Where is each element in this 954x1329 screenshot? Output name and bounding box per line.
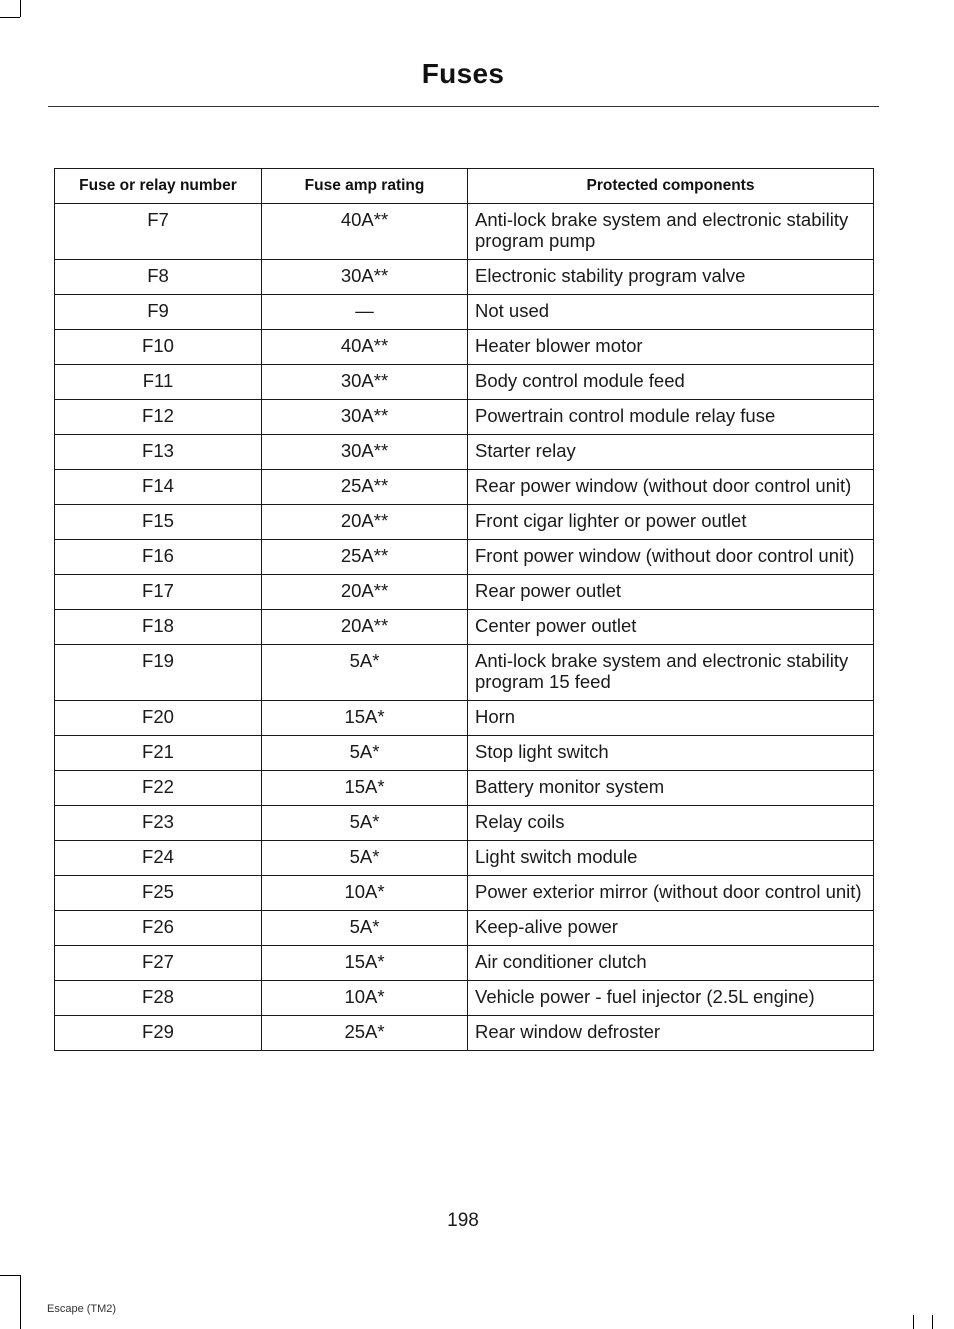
fuse-number-cell: F19	[55, 645, 262, 701]
table-row	[55, 806, 874, 841]
fuse-number-cell: F17	[55, 575, 262, 610]
amp-rating-cell: 25A*	[262, 1016, 468, 1051]
header-fuse-number: Fuse or relay number	[55, 169, 262, 204]
amp-rating-cell: 5A*	[262, 645, 468, 701]
amp-rating-cell: 10A*	[262, 981, 468, 1016]
protected-components-cell: Air conditioner clutch	[468, 946, 874, 981]
crop-mark-bottom-left-horizontal	[0, 1275, 20, 1276]
crop-mark-top-left-horizontal	[0, 17, 20, 18]
table-row	[55, 400, 874, 435]
table-row	[55, 981, 874, 1016]
fuse-number-cell: F7	[55, 204, 262, 260]
table-row	[55, 610, 874, 645]
amp-rating-cell: 40A**	[262, 204, 468, 260]
table-row	[55, 435, 874, 470]
protected-components-cell: Not used	[468, 295, 874, 330]
table-row	[55, 876, 874, 911]
amp-rating-cell: 20A**	[262, 610, 468, 645]
table-row	[55, 295, 874, 330]
footer-model-label: Escape (TM2)	[47, 1303, 117, 1315]
table-row	[55, 575, 874, 610]
protected-components-cell: Vehicle power - fuel injector (2.5L engine)	[468, 981, 874, 1016]
protected-components-cell: Anti-lock brake system and electronic stability program 15 feed	[468, 645, 874, 701]
fuse-number-cell: F13	[55, 435, 262, 470]
fuse-number-cell: F29	[55, 1016, 262, 1051]
table-row	[55, 946, 874, 981]
fuse-number-cell: F28	[55, 981, 262, 1016]
amp-rating-cell: 40A**	[262, 330, 468, 365]
protected-components-cell: Powertrain control module relay fuse	[468, 400, 874, 435]
protected-components-cell: Stop light switch	[468, 736, 874, 771]
protected-components-cell: Rear power outlet	[468, 575, 874, 610]
table-row	[55, 841, 874, 876]
table-row	[55, 701, 874, 736]
amp-rating-cell: 30A**	[262, 435, 468, 470]
fuse-number-cell: F25	[55, 876, 262, 911]
fuse-number-cell: F11	[55, 365, 262, 400]
protected-components-cell: Front power window (without door control unit)	[468, 540, 874, 575]
fuse-number-cell: F26	[55, 911, 262, 946]
amp-rating-cell: 25A**	[262, 470, 468, 505]
fuse-number-cell: F21	[55, 736, 262, 771]
protected-components-cell: Power exterior mirror (without door control unit)	[468, 876, 874, 911]
fuse-table	[54, 168, 874, 1051]
amp-rating-cell: 15A*	[262, 946, 468, 981]
amp-rating-cell: 15A*	[262, 771, 468, 806]
amp-rating-cell: 20A**	[262, 575, 468, 610]
page-number: 198	[447, 1210, 479, 1231]
table-row	[55, 1016, 874, 1051]
protected-components-cell: Body control module feed	[468, 365, 874, 400]
protected-components-cell: Keep-alive power	[468, 911, 874, 946]
amp-rating-cell: —	[262, 295, 468, 330]
amp-rating-cell: 5A*	[262, 736, 468, 771]
header-amp-rating: Fuse amp rating	[262, 169, 468, 204]
amp-rating-cell: 5A*	[262, 841, 468, 876]
fuse-number-cell: F15	[55, 505, 262, 540]
protected-components-cell: Rear power window (without door control unit)	[468, 470, 874, 505]
protected-components-cell: Front cigar lighter or power outlet	[468, 505, 874, 540]
table-row	[55, 645, 874, 701]
protected-components-cell: Relay coils	[468, 806, 874, 841]
fuse-number-cell: F27	[55, 946, 262, 981]
table-row	[55, 911, 874, 946]
fuse-number-cell: F22	[55, 771, 262, 806]
table-row	[55, 260, 874, 295]
protected-components-cell: Heater blower motor	[468, 330, 874, 365]
amp-rating-cell: 15A*	[262, 701, 468, 736]
amp-rating-cell: 5A*	[262, 806, 468, 841]
fuse-number-cell: F8	[55, 260, 262, 295]
amp-rating-cell: 5A*	[262, 911, 468, 946]
table-row	[55, 330, 874, 365]
fuse-number-cell: F16	[55, 540, 262, 575]
page-title: Fuses	[421, 58, 505, 89]
protected-components-cell: Starter relay	[468, 435, 874, 470]
table-row	[55, 505, 874, 540]
table-row	[55, 204, 874, 260]
fuse-number-cell: F10	[55, 330, 262, 365]
fuse-number-cell: F9	[55, 295, 262, 330]
amp-rating-cell: 30A**	[262, 365, 468, 400]
protected-components-cell: Battery monitor system	[468, 771, 874, 806]
protected-components-cell: Anti-lock brake system and electronic stability program pump	[468, 204, 874, 260]
protected-components-cell: Light switch module	[468, 841, 874, 876]
fuse-number-cell: F24	[55, 841, 262, 876]
protected-components-cell: Electronic stability program valve	[468, 260, 874, 295]
fuse-number-cell: F20	[55, 701, 262, 736]
amp-rating-cell: 25A**	[262, 540, 468, 575]
table-row	[55, 736, 874, 771]
amp-rating-cell: 20A**	[262, 505, 468, 540]
amp-rating-cell: 30A**	[262, 400, 468, 435]
table-row	[55, 540, 874, 575]
crop-mark-top-left-vertical	[20, 0, 21, 17]
title-divider	[48, 106, 879, 107]
protected-components-cell: Center power outlet	[468, 610, 874, 645]
header-protected-components: Protected components	[468, 169, 874, 204]
fuse-number-cell: F18	[55, 610, 262, 645]
table-row	[55, 470, 874, 505]
amp-rating-cell: 10A*	[262, 876, 468, 911]
amp-rating-cell: 30A**	[262, 260, 468, 295]
protected-components-cell: Horn	[468, 701, 874, 736]
table-header-row	[55, 169, 874, 204]
protected-components-cell: Rear window defroster	[468, 1016, 874, 1051]
table-body	[55, 204, 874, 1051]
crop-mark-bottom-left-vertical	[20, 1275, 21, 1329]
table-row	[55, 771, 874, 806]
fuse-number-cell: F14	[55, 470, 262, 505]
table-row	[55, 365, 874, 400]
crop-mark-bottom-right-vertical-b	[913, 1315, 914, 1329]
fuse-number-cell: F23	[55, 806, 262, 841]
crop-mark-bottom-right-vertical-a	[932, 1315, 933, 1329]
fuse-number-cell: F12	[55, 400, 262, 435]
